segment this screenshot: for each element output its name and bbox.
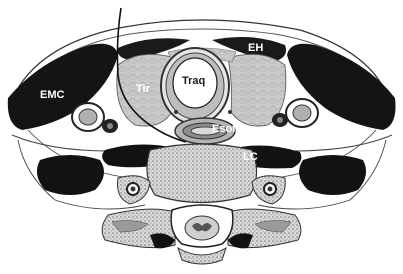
label-traq: Traq (182, 75, 206, 87)
nerve-left (174, 110, 178, 114)
jugular-vein-left-lumen (107, 123, 113, 129)
jugular-vein-right-lumen (277, 117, 283, 123)
label-emc: EMC (40, 89, 65, 101)
carotid-artery-right-inner (293, 105, 311, 121)
label-lc: LC (243, 151, 258, 163)
label-tir: Tir (136, 83, 150, 95)
label-esof: Esof (212, 123, 236, 135)
vertebral-body (147, 144, 257, 203)
carotid-artery-left-inner (79, 109, 97, 125)
muscle-scalene-right (299, 155, 366, 195)
nerve-right (228, 110, 232, 114)
label-eh: EH (248, 42, 264, 54)
muscle-scalene-left (37, 155, 104, 195)
